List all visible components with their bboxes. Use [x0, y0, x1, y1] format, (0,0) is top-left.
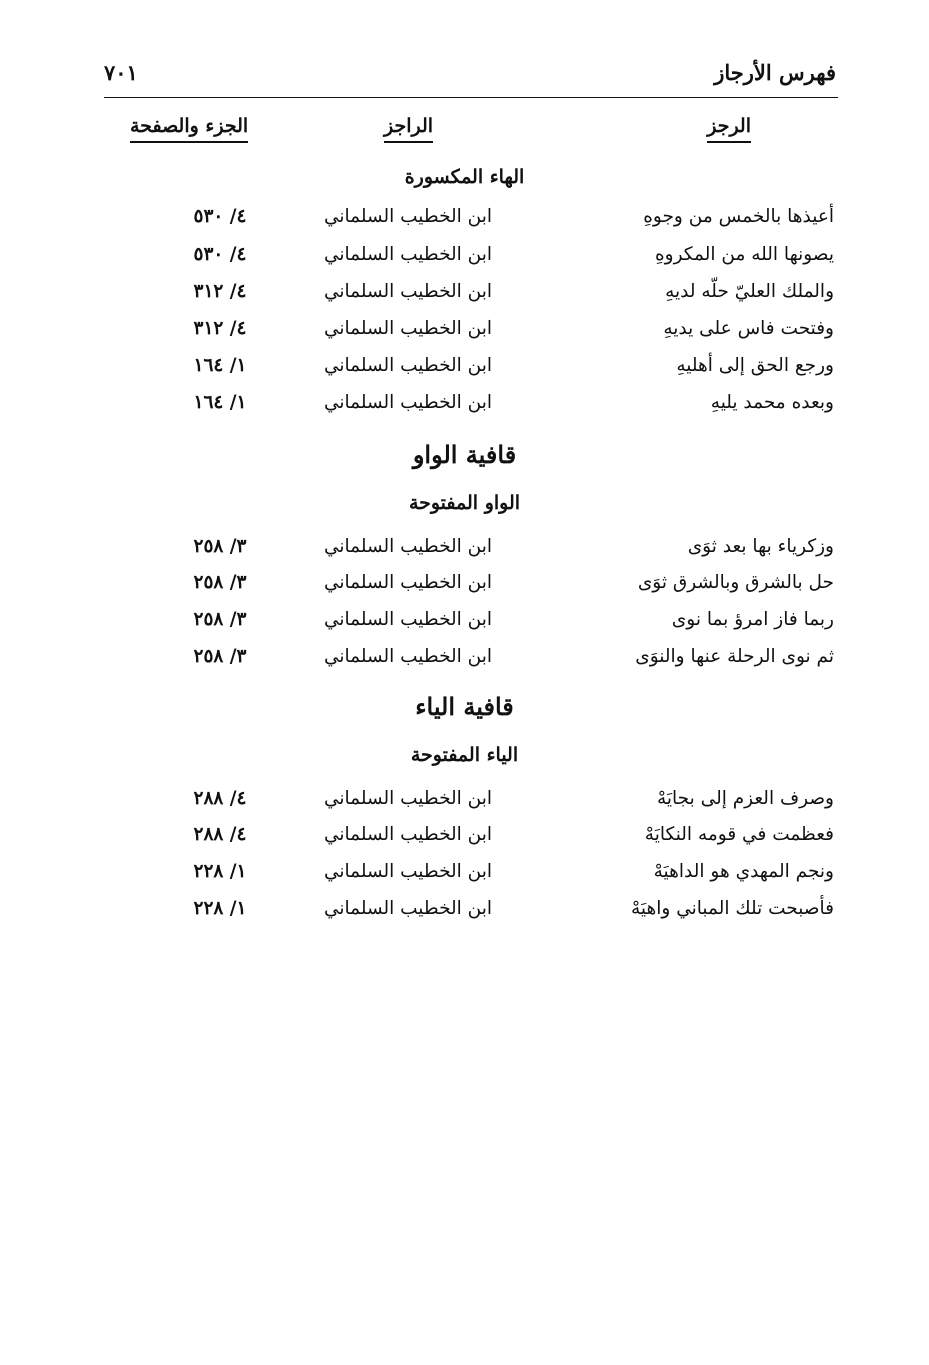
poet-name: ابن الخطيب السلماني: [323, 861, 493, 882]
table-row: [0, 824, 929, 854]
table-row: [0, 281, 929, 311]
section-subheading: الواو المفتوحة: [408, 492, 521, 514]
volume-page-ref: ١/ ١٦٤: [193, 355, 247, 376]
table-row: [0, 392, 929, 422]
poet-name: ابن الخطيب السلماني: [323, 609, 493, 630]
verse-text: فعظمت في قومه النكايَهْ: [644, 824, 834, 845]
verse-text: ثم نوى الرحلة عنها والنوَى: [635, 646, 834, 667]
table-row: [0, 355, 929, 385]
poet-name: ابن الخطيب السلماني: [323, 788, 493, 809]
volume-page-ref: ٣/ ٢٥٨: [193, 572, 247, 593]
poet-name: ابن الخطيب السلماني: [323, 572, 493, 593]
poet-name: ابن الخطيب السلماني: [323, 898, 493, 919]
column-header-reference: الجزء والصفحة: [130, 115, 248, 143]
table-row: [0, 609, 929, 639]
table-row: [0, 244, 929, 274]
poet-name: ابن الخطيب السلماني: [323, 281, 493, 302]
verse-text: وبعده محمد يليهِ: [710, 392, 834, 413]
volume-page-ref: ٤/ ٥٣٠: [193, 244, 247, 265]
poet-name: ابن الخطيب السلماني: [323, 355, 493, 376]
volume-page-ref: ١/ ١٦٤: [193, 392, 247, 413]
section-heading: قافية الواو: [412, 440, 517, 469]
column-header-verse: الرجز: [707, 115, 751, 143]
verse-text: والملك العليّ حلّه لديهِ: [665, 281, 834, 302]
table-row: [0, 206, 929, 236]
verse-text: ربما فاز امرؤ بما نوى: [671, 609, 834, 630]
volume-page-ref: ١/ ٢٢٨: [193, 898, 247, 919]
poet-name: ابن الخطيب السلماني: [323, 244, 493, 265]
table-row: [0, 318, 929, 348]
section-subheading: الهاء المكسورة: [404, 166, 525, 188]
volume-page-ref: ١/ ٢٢٨: [193, 861, 247, 882]
running-title: فهرس الأرجاز: [714, 60, 836, 85]
table-row: [0, 788, 929, 818]
volume-page-ref: ٤/ ٣١٢: [193, 281, 247, 302]
volume-page-ref: ٣/ ٢٥٨: [193, 536, 247, 557]
poet-name: ابن الخطيب السلماني: [323, 206, 493, 227]
volume-page-ref: ٤/ ٢٨٨: [193, 788, 247, 809]
volume-page-ref: ٣/ ٢٥٨: [193, 646, 247, 667]
verse-text: وفتحت فاس على يديهِ: [663, 318, 834, 339]
poet-name: ابن الخطيب السلماني: [323, 392, 493, 413]
column-header-poet: الراجز: [384, 115, 433, 143]
verse-text: يصونها الله من المكروهِ: [654, 244, 834, 265]
table-row: [0, 646, 929, 676]
volume-page-ref: ٤/ ٢٨٨: [193, 824, 247, 845]
section-subheading: الياء المفتوحة: [410, 744, 519, 766]
table-row: [0, 572, 929, 602]
volume-page-ref: ٣/ ٢٥٨: [193, 609, 247, 630]
verse-text: وزكرياء بها بعد ثوَى: [687, 536, 834, 557]
table-row: [0, 898, 929, 928]
section-heading: قافية الياء: [415, 692, 514, 721]
poet-name: ابن الخطيب السلماني: [323, 646, 493, 667]
verse-text: حل بالشرق وبالشرق ثوَى: [637, 572, 834, 593]
table-row: [0, 861, 929, 891]
poet-name: ابن الخطيب السلماني: [323, 824, 493, 845]
volume-page-ref: ٤/ ٥٣٠: [193, 206, 247, 227]
table-row: [0, 536, 929, 566]
verse-text: ونجم المهدي هو الداهيَهْ: [653, 861, 834, 882]
page-number: ٧٠١: [104, 60, 138, 85]
verse-text: فأصبحت تلك المباني واهيَهْ: [631, 898, 834, 919]
poet-name: ابن الخطيب السلماني: [323, 536, 493, 557]
verse-text: ورجع الحق إلى أهليهِ: [676, 355, 834, 376]
volume-page-ref: ٤/ ٣١٢: [193, 318, 247, 339]
verse-text: أعيذها بالخمس من وجوهِ: [643, 206, 834, 227]
verse-text: وصرف العزم إلى بجايَهْ: [656, 788, 834, 809]
poet-name: ابن الخطيب السلماني: [323, 318, 493, 339]
header-rule: [104, 97, 838, 98]
